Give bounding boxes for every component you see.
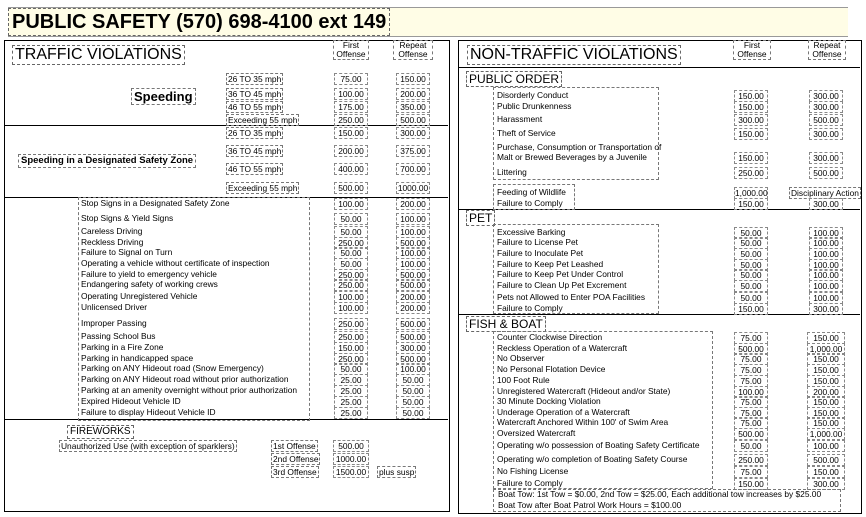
first-offense-fine: 250.00 — [334, 269, 368, 281]
traffic-title: TRAFFIC VIOLATIONS — [12, 45, 185, 65]
first-offense-fine: 50.00 — [734, 280, 768, 292]
first-offense-fine: 50.00 — [734, 269, 768, 281]
repeat-offense-fine: 100.00 — [396, 258, 430, 270]
repeat-offense-fine: 500.00 — [396, 353, 430, 365]
repeat-offense-fine: 100.00 — [809, 292, 843, 304]
first-offense-fine: 150.00 — [734, 101, 768, 113]
first-offense-fine: 500.00 — [734, 343, 768, 355]
repeat-offense-fine: 150.00 — [807, 407, 845, 419]
violation-name: Parking in handicapped space — [81, 353, 194, 363]
violation-name: Failure to display Hideout Vehicle ID — [81, 407, 216, 417]
repeat-offense-fine: 150.00 — [807, 417, 845, 429]
violation-name: Expired Hideout Vehicle ID — [81, 396, 181, 406]
traffic-repeat-offense-header — [393, 40, 433, 60]
violation-name: Littering — [497, 167, 527, 177]
speed-range: Exceeding 55 mph — [228, 115, 298, 125]
speed-range: 46 TO 55 mph — [228, 102, 282, 112]
violation-name: Operating Unregistered Vehicle — [81, 291, 198, 301]
first-offense-fine: 25.00 — [334, 407, 368, 419]
violation-name: No Fishing License — [497, 466, 569, 476]
divider — [458, 67, 860, 68]
boat-tow-note: Boat Tow: 1st Tow = $0.00, 2nd Tow = $25.00, Each additional tow increases by $25.00 — [498, 489, 822, 499]
violation-name: Unregistered Watercraft (Hideout and/or State) — [497, 386, 671, 396]
traffic-first-offense-header — [333, 40, 369, 60]
first-offense-fine: 150.00 — [734, 478, 768, 490]
first-offense-fine: 250.00 — [334, 318, 368, 330]
violation-name: Theft of Service — [497, 128, 556, 138]
violation-name: Unlicensed Driver — [81, 302, 148, 312]
repeat-offense-fine: 700.00 — [396, 163, 430, 175]
violation-name: Counter Clockwise Direction — [497, 332, 603, 342]
fireworks-description: Unauthorized Use (with exception of sparklers) — [61, 441, 235, 451]
offense-count: 1st Offense — [273, 441, 316, 451]
safety-zone-label: Speeding in a Designated Safety Zone — [18, 154, 196, 168]
violation-name: Operating w/o possession of Boating Safety Certificate — [497, 440, 700, 450]
first-offense-fine: 50.00 — [734, 248, 768, 260]
speed-range: 36 TO 45 mph — [228, 89, 282, 99]
repeat-offense-fine: 200.00 — [396, 198, 430, 210]
first-offense-fine: 75.00 — [334, 73, 368, 85]
repeat-offense-fine: 300.00 — [809, 303, 843, 315]
public-order-title: PUBLIC ORDER — [466, 71, 562, 87]
violation-name: Feeding of Wildlife — [497, 187, 566, 197]
violation-name: Failure to Keep Pet Under Control — [497, 269, 624, 279]
violation-name: Pets not Allowed to Enter POA Facilities — [497, 292, 646, 302]
repeat-offense-fine: 300.00 — [807, 478, 845, 490]
fireworks-fine: 1000.00 — [333, 453, 369, 465]
repeat-offense-fine: 100.00 — [396, 226, 430, 238]
first-offense-fine: 75.00 — [734, 396, 768, 408]
repeat-offense-action: Disciplinary Action — [791, 188, 859, 198]
first-offense-fine: 400.00 — [334, 163, 368, 175]
repeat-offense-fine: 200.00 — [396, 302, 430, 314]
divider — [458, 314, 860, 315]
repeat-offense-fine: 300.00 — [809, 152, 843, 164]
speeding-label: Speeding — [131, 88, 196, 105]
repeat-offense-fine: 500.00 — [396, 331, 430, 343]
first-offense-fine: 75.00 — [734, 417, 768, 429]
first-offense-fine: 250.00 — [334, 237, 368, 249]
repeat-offense-fine: 150.00 — [807, 466, 845, 478]
repeat-offense-fine: 300.00 — [809, 90, 843, 102]
repeat-offense-fine: 100.00 — [809, 280, 843, 292]
repeat-offense-fine: 350.00 — [396, 101, 430, 113]
repeat-offense-fine: 200.00 — [396, 88, 430, 100]
violation-name: Operating w/o completion of Boating Safety Course — [497, 454, 688, 464]
first-offense-fine: 50.00 — [334, 258, 368, 270]
repeat-offense-fine: 1000.00 — [397, 183, 429, 193]
first-offense-fine: 500.00 — [734, 428, 768, 440]
first-offense-fine: 50.00 — [734, 259, 768, 271]
first-offense-fine: 50.00 — [734, 237, 768, 249]
first-offense-fine: 175.00 — [334, 101, 368, 113]
first-offense-fine: 25.00 — [334, 374, 368, 386]
first-offense-fine: 75.00 — [734, 407, 768, 419]
repeat-offense-fine: 150.00 — [807, 353, 845, 365]
first-offense-fine: 100.00 — [334, 291, 368, 303]
first-offense-fine: 50.00 — [334, 213, 368, 225]
violation-name: Operating a vehicle without certificate of inspection — [81, 258, 270, 268]
violation-name: Failure to Keep Pet Leashed — [497, 259, 604, 269]
first-offense-fine: 50.00 — [734, 440, 768, 452]
repeat-offense-fine: 100.00 — [396, 363, 430, 375]
non-traffic-repeat-offense-label: Repeat Offense — [812, 40, 842, 59]
repeat-offense-fine: 150.00 — [807, 332, 845, 344]
violation-name: Harassment — [497, 114, 543, 124]
fireworks-fine: 500.00 — [333, 440, 369, 452]
first-offense-fine: 1,000.00 — [735, 188, 768, 198]
violation-name: Improper Passing — [81, 318, 147, 328]
violation-name: Passing School Bus — [81, 331, 156, 341]
repeat-offense-fine: 300.00 — [396, 342, 430, 354]
repeat-offense-fine: 300.00 — [809, 128, 843, 140]
repeat-offense-fine: 200.00 — [396, 291, 430, 303]
violation-name: Stop Signs & Yield Signs — [81, 213, 174, 223]
first-offense-fine: 75.00 — [734, 375, 768, 387]
violation-name: Failure to Inoculate Pet — [497, 248, 584, 258]
first-offense-fine: 100.00 — [334, 302, 368, 314]
first-offense-fine: 150.00 — [334, 342, 368, 354]
repeat-offense-fine: 50.00 — [396, 385, 430, 397]
non-traffic-repeat-offense-header — [808, 40, 846, 60]
repeat-offense-fine: 100.00 — [807, 440, 845, 452]
first-offense-fine: 100.00 — [734, 386, 768, 398]
violation-name: Failure to yield to emergency vehicle — [81, 269, 217, 279]
violation-name: Excessive Barking — [497, 227, 566, 237]
repeat-offense-fine: 50.00 — [396, 396, 430, 408]
violation-name: Malt or Brewed Beverages by a Juvenile — [497, 152, 647, 162]
violation-name: Public Drunkenness — [497, 101, 572, 111]
repeat-offense-fine: 100.00 — [809, 259, 843, 271]
speed-range: 36 TO 45 mph — [228, 146, 282, 156]
first-offense-fine: 250.00 — [334, 114, 368, 126]
first-offense-fine: 25.00 — [334, 396, 368, 408]
repeat-offense-fine: 150.00 — [396, 73, 430, 85]
first-offense-fine: 250.00 — [734, 167, 768, 179]
violation-name: Disorderly Conduct — [497, 90, 569, 100]
speed-range: 46 TO 55 mph — [228, 164, 282, 174]
fireworks-note: plus susp — [379, 467, 415, 477]
repeat-offense-fine: 500.00 — [809, 167, 843, 179]
repeat-offense-fine: 375.00 — [396, 145, 430, 157]
first-offense-fine: 50.00 — [734, 292, 768, 304]
first-offense-fine: 100.00 — [334, 88, 368, 100]
boat-tow-after-hours-note: Boat Tow after Boat Patrol Work Hours = $100.00 — [498, 500, 682, 510]
first-offense-fine: 75.00 — [734, 332, 768, 344]
first-offense-fine: 75.00 — [734, 364, 768, 376]
violation-name: Parking at an amenity overnight without prior authorization — [81, 385, 298, 395]
first-offense-fine: 250.00 — [734, 454, 768, 466]
speed-range: 26 TO 35 mph — [228, 128, 282, 138]
first-offense-fine: 75.00 — [734, 466, 768, 478]
repeat-offense-fine: 50.00 — [396, 407, 430, 419]
violation-name: Careless Driving — [81, 226, 143, 236]
violation-name: Failure to Comply — [497, 303, 563, 313]
repeat-offense-fine: 300.00 — [809, 101, 843, 113]
first-offense-fine: 75.00 — [734, 353, 768, 365]
first-offense-fine: 50.00 — [334, 363, 368, 375]
violation-name: No Personal Flotation Device — [497, 364, 606, 374]
violation-name: 100 Foot Rule — [497, 375, 550, 385]
violation-name: Failure to Comply — [497, 478, 563, 488]
first-offense-fine: 250.00 — [334, 331, 368, 343]
offense-count: 3rd Offense — [273, 467, 317, 477]
speed-range: 26 TO 35 mph — [228, 74, 282, 84]
violation-name: Failure to Comply — [497, 198, 563, 208]
repeat-offense-fine: 500.00 — [396, 237, 430, 249]
violation-name: 30 Minute Docking Violation — [497, 396, 601, 406]
repeat-offense-fine: 150.00 — [807, 396, 845, 408]
violation-name: Parking in a Fire Zone — [81, 342, 164, 352]
violation-name: Failure to Clean Up Pet Excrement — [497, 280, 627, 290]
pet-title: PET — [466, 210, 495, 226]
fish-boat-title: FISH & BOAT — [466, 316, 546, 332]
repeat-offense-fine: 1,000.00 — [807, 428, 845, 440]
repeat-offense-fine: 100.00 — [809, 269, 843, 281]
repeat-offense-fine: 500.00 — [396, 269, 430, 281]
repeat-offense-fine: 150.00 — [807, 375, 845, 387]
first-offense-fine: 150.00 — [734, 303, 768, 315]
non-traffic-first-offense-label: First Offense — [737, 40, 767, 59]
first-offense-fine: 200.00 — [334, 145, 368, 157]
repeat-offense-fine: 150.00 — [807, 364, 845, 376]
speed-range: Exceeding 55 mph — [228, 183, 298, 193]
fireworks-title: FIREWORKS — [67, 425, 134, 439]
first-offense-fine: 300.00 — [734, 114, 768, 126]
repeat-offense-fine: 100.00 — [396, 213, 430, 225]
first-offense-fine: 50.00 — [734, 227, 768, 239]
violation-name: Endangering safety of working crews — [81, 279, 218, 289]
offense-count: 2nd Offense — [273, 454, 319, 464]
first-offense-fine: 50.00 — [334, 247, 368, 259]
fireworks-fine: 1500.00 — [333, 466, 369, 478]
non-traffic-first-offense-header — [733, 40, 771, 60]
violation-name: Oversized Watercraft — [497, 428, 576, 438]
violation-name: Reckless Operation of a Watercraft — [497, 343, 628, 353]
first-offense-fine: 150.00 — [734, 128, 768, 140]
repeat-offense-fine: 50.00 — [396, 374, 430, 386]
repeat-offense-fine: 300.00 — [809, 198, 843, 210]
violation-name: Underage Operation of a Watercraft — [497, 407, 630, 417]
non-traffic-title: NON-TRAFFIC VIOLATIONS — [467, 45, 681, 65]
first-offense-fine: 25.00 — [334, 385, 368, 397]
violation-name: Stop Signs in a Designated Safety Zone — [81, 198, 230, 208]
first-offense-fine: 150.00 — [734, 90, 768, 102]
violation-name: Failure to Signal on Turn — [81, 247, 173, 257]
first-offense-fine: 50.00 — [334, 226, 368, 238]
repeat-offense-fine: 500.00 — [396, 279, 430, 291]
repeat-offense-fine: 300.00 — [396, 127, 430, 139]
repeat-offense-fine: 500.00 — [396, 114, 430, 126]
violation-name: Parking on ANY Hideout road (Snow Emergency) — [81, 363, 264, 373]
violation-name: Parking on ANY Hideout road without prior authorization — [81, 374, 289, 384]
violation-name: No Observer — [497, 353, 545, 363]
repeat-offense-fine: 100.00 — [396, 247, 430, 259]
first-offense-fine: 150.00 — [734, 152, 768, 164]
first-offense-fine: 250.00 — [334, 279, 368, 291]
repeat-offense-fine: 100.00 — [809, 227, 843, 239]
traffic-first-offense-label: First Offense — [336, 40, 366, 59]
repeat-offense-fine: 100.00 — [809, 237, 843, 249]
repeat-offense-fine: 200.00 — [807, 386, 845, 398]
page-title: PUBLIC SAFETY (570) 698-4100 ext 149 — [8, 8, 390, 36]
violation-name: Failure to License Pet — [497, 237, 579, 247]
violation-name: Purchase, Consumption or Transportation of — [497, 142, 662, 152]
first-offense-fine: 250.00 — [334, 353, 368, 365]
first-offense-fine: 150.00 — [334, 127, 368, 139]
repeat-offense-fine: 500.00 — [809, 114, 843, 126]
repeat-offense-fine: 100.00 — [809, 248, 843, 260]
repeat-offense-fine: 500.00 — [396, 318, 430, 330]
repeat-offense-fine: 1,000.00 — [807, 343, 845, 355]
traffic-repeat-offense-label: Repeat Offense — [398, 40, 428, 59]
first-offense-fine: 500.00 — [334, 182, 368, 194]
first-offense-fine: 150.00 — [734, 198, 768, 210]
violation-name: Watercraft Anchored Within 100' of Swim Area — [497, 417, 669, 427]
first-offense-fine: 100.00 — [334, 198, 368, 210]
violation-name: Reckless Driving — [81, 237, 144, 247]
repeat-offense-fine: 500.00 — [807, 454, 845, 466]
